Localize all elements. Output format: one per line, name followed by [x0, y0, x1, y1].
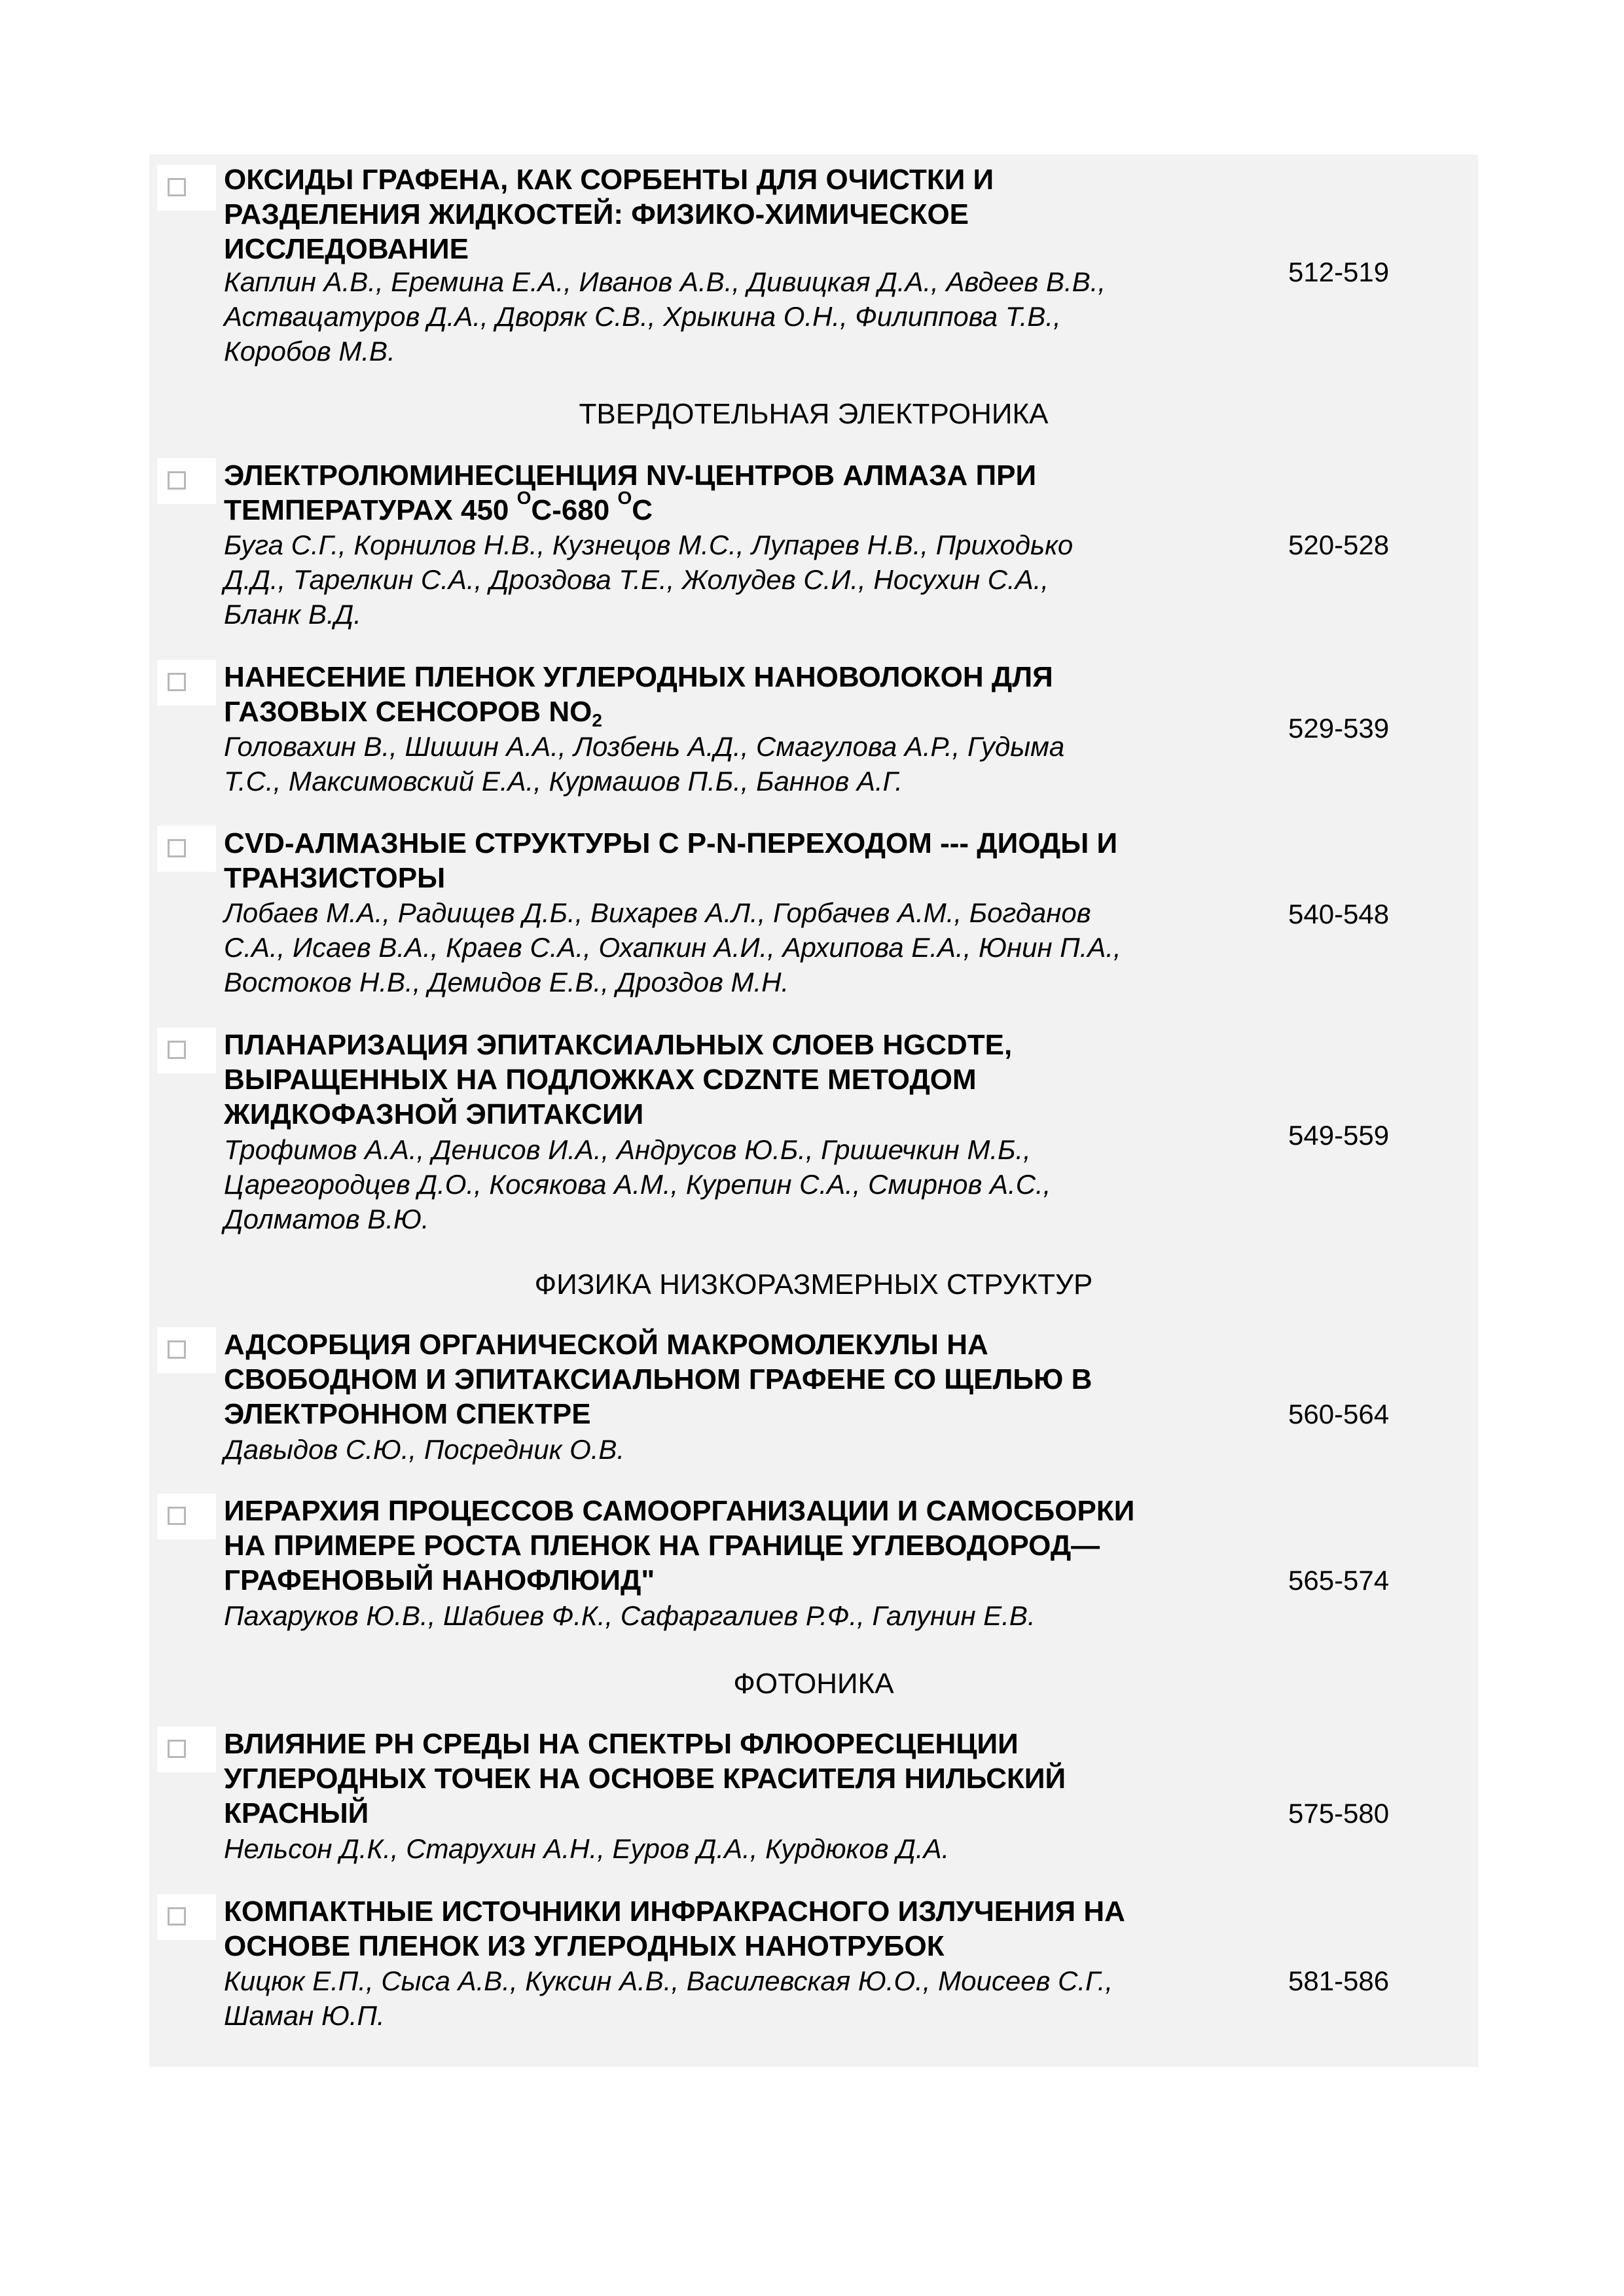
select-checkbox[interactable] — [157, 458, 216, 504]
section-heading: ФОТОНИКА — [733, 1668, 894, 1700]
section-heading: ФИЗИКА НИЗКОРАЗМЕРНЫХ СТРУКТУР — [534, 1268, 1093, 1300]
article-pages: 575-580 — [1288, 1798, 1390, 1829]
article-title[interactable]: ИЕРАРХИЯ ПРОЦЕССОВ САМООРГАНИЗАЦИИ И САМОСБОРКИ НА ПРИМЕРЕ РОСТА ПЛЕНОК НА ГРАНИЦЕ УГЛЕВОДОРОД— ГРАФЕНОВЫЙ НАНОФЛЮИД" — [224, 1495, 1135, 1596]
select-checkbox[interactable] — [157, 660, 216, 706]
article-title[interactable] — [224, 458, 1350, 528]
article-title[interactable]: ОКСИДЫ ГРАФЕНА, КАК СОРБЕНТЫ ДЛЯ ОЧИСТКИ И РАЗДЕЛЕНИЯ ЖИДКОСТЕЙ: ФИЗИКО-ХИМИЧЕСКОЕ ИССЛЕДОВАНИЕ — [224, 164, 994, 265]
select-checkbox[interactable] — [157, 826, 216, 872]
article-authors: Трофимов А.А., Денисов И.А., Андрусов Ю.Б., Гришечкин М.Б., Царегородцев Д.О., Косякова А.М., Курепин С.А., Смирнов А.С., Долматов В.Ю. — [224, 1134, 1051, 1234]
article-authors: Каплин А.В., Еремина Е.А., Иванов А.В., Дивицкая Д.А., Авдеев В.В., Аствацатуров Д.А., Дворяк С.В., Хрыкина О.Н., Филиппова Т.В., Коробов М.В. — [224, 266, 1106, 367]
degree-sup: O — [617, 488, 632, 508]
section-heading: ТВЕРДОТЕЛЬНАЯ ЭЛЕКТРОНИКА — [579, 398, 1049, 430]
select-checkbox[interactable] — [157, 1494, 216, 1539]
article-pages: 520-528 — [1288, 529, 1390, 560]
article-authors: Буга С.Г., Корнилов Н.В., Кузнецов М.С., Лупарев Н.В., Приходько Д.Д., Тарелкин С.А., Дроздова Т.Е., Жолудев С.И., Носухин С.А., Бланк В.Д. — [224, 529, 1074, 630]
select-checkbox[interactable] — [157, 1894, 216, 1940]
article-title[interactable]: КОМПАКТНЫЕ ИСТОЧНИКИ ИНФРАКРАСНОГО ИЗЛУЧЕНИЯ НА ОСНОВЕ ПЛЕНОК ИЗ УГЛЕРОДНЫХ НАНОТРУБОК — [224, 1895, 1125, 1962]
article-title[interactable]: CVD-АЛМАЗНЫЕ СТРУКТУРЫ С P-N-ПЕРЕХОДОМ --- ДИОДЫ И ТРАНЗИСТОРЫ — [224, 827, 1118, 894]
title-text: НАНЕСЕНИЕ ПЛЕНОК УГЛЕРОДНЫХ НАНОВОЛОКОН ДЛЯ ГАЗОВЫХ СЕНСОРОВ NO — [224, 661, 1053, 728]
degree-sup: O — [516, 488, 532, 508]
article-authors: Нельсон Д.К., Старухин А.Н., Еуров Д.А., Курдюков Д.А. — [224, 1833, 950, 1864]
title-text: C-680 — [531, 494, 618, 526]
article-authors: Давыдов С.Ю., Посредник О.В. — [224, 1434, 625, 1465]
article-pages: 560-564 — [1288, 1399, 1390, 1429]
article-authors: Лобаев М.А., Радищев Д.Б., Вихарев А.Л., Горбачев А.М., Богданов С.А., Исаев В.А., Краев С.А., Охапкин А.И., Архипова Е.А., Юнин П.А., Востоков Н.В., Демидов Е.В., Дроздов М.Н. — [224, 897, 1121, 997]
article-title[interactable]: ВЛИЯНИЕ PH СРЕДЫ НА СПЕКТРЫ ФЛЮОРЕСЦЕНЦИИ УГЛЕРОДНЫХ ТОЧЕК НА ОСНОВЕ КРАСИТЕЛЯ НИЛЬСКИЙ КРАСНЫЙ — [224, 1728, 1066, 1829]
article-authors: Пахаруков Ю.В., Шабиев Ф.К., Сафаргалиев Р.Ф., Галунин Е.В. — [224, 1600, 1036, 1631]
article-pages: 549-559 — [1288, 1120, 1390, 1151]
article-pages: 529-539 — [1288, 713, 1390, 744]
subscript: 2 — [592, 710, 602, 730]
select-checkbox[interactable] — [157, 1727, 216, 1772]
article-pages: 540-548 — [1288, 899, 1390, 929]
title-text: ЭЛЕКТРОЛЮМИНЕСЦЕНЦИЯ NV-ЦЕНТРОВ АЛМАЗА ПРИ ТЕМПЕРАТУРАХ 450 — [224, 459, 1037, 526]
article-pages: 581-586 — [1288, 1965, 1390, 1996]
article-pages: 565-574 — [1288, 1565, 1390, 1596]
article-authors: Кицюк Е.П., Сыса А.В., Куксин А.В., Василевская Ю.О., Моисеев С.Г., Шаман Ю.П. — [224, 1965, 1113, 2031]
select-checkbox[interactable] — [157, 165, 216, 211]
table-of-contents — [149, 154, 1478, 2067]
title-text: C — [632, 494, 653, 526]
select-checkbox[interactable] — [157, 1327, 216, 1373]
article-title[interactable] — [224, 660, 1350, 729]
article-authors: Головахин В., Шишин А.А., Лозбень А.Д., Смагулова А.Р., Гудыма Т.С., Максимовский Е.А., Курмашов П.Б., Баннов А.Г. — [224, 731, 1065, 797]
article-pages: 512-519 — [1288, 257, 1390, 287]
select-checkbox[interactable] — [157, 1028, 216, 1073]
article-title[interactable]: ПЛАНАРИЗАЦИЯ ЭПИТАКСИАЛЬНЫХ СЛОЕВ HGCDTE, ВЫРАЩЕННЫХ НА ПОДЛОЖКАХ CDZNTE МЕТОДОМ ЖИДКОФАЗНОЙ ЭПИТАКСИИ — [224, 1029, 1013, 1130]
article-title[interactable]: АДСОРБЦИЯ ОРГАНИЧЕСКОЙ МАКРОМОЛЕКУЛЫ НА СВОБОДНОМ И ЭПИТАКСИАЛЬНОМ ГРАФЕНЕ СО ЩЕЛЬЮ В ЭЛЕКТРОННОМ СПЕКТРЕ — [224, 1329, 1092, 1430]
